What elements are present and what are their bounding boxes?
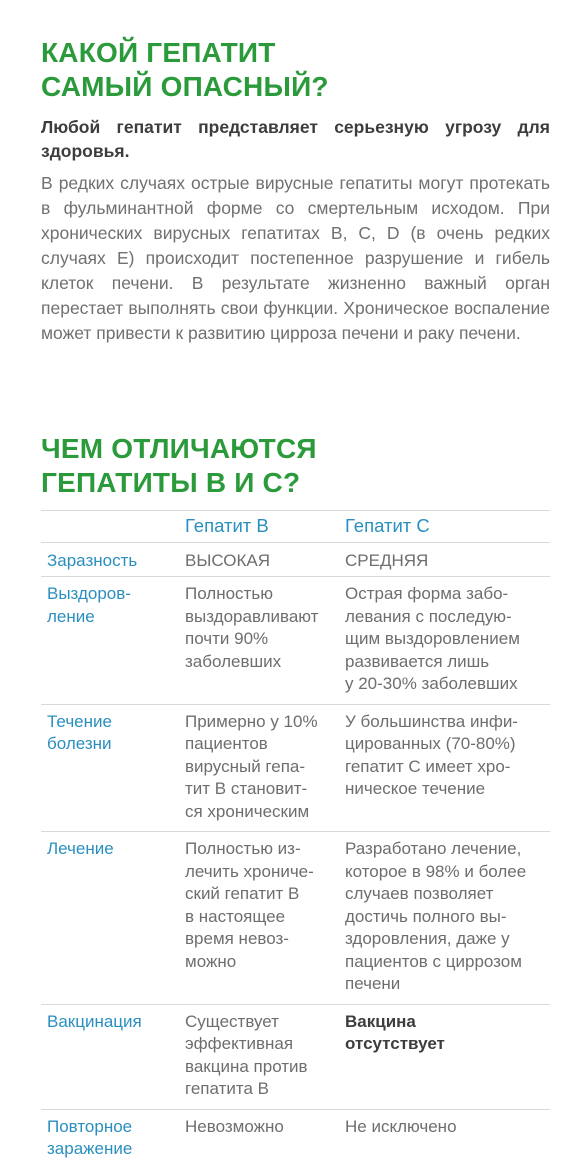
cell-hepatitis-b: ВЫСОКАЯ [179,542,339,577]
row-label: Лечение [41,832,179,1005]
table-row [41,1109,550,1169]
heading-line: САМЫЙ ОПАСНЫЙ? [41,71,329,102]
row-label: Течение болезни [41,704,179,832]
cell-hepatitis-c: У большинства инфи- цированных (70-80%) гепатит С имеет хро- ническое течение [339,704,550,832]
cell-hepatitis-c: Вакцина отсутствует [339,1004,550,1109]
cell-hepatitis-c: СРЕДНЯЯ [339,542,550,577]
table-row [41,577,550,705]
cell-hepatitis-b: Существует эффективная вакцина против гепатита В [179,1004,339,1109]
heading-differences [41,432,541,500]
cell-hepatitis-b: Полностью из- лечить хрониче- ский гепатит В в настоящее время невоз- можно [179,832,339,1005]
heading-most-dangerous [41,36,541,104]
cell-hepatitis-b: Примерно у 10% пациентов вирусный гепа- тит В становит- ся хроническим [179,704,339,832]
heading-line: КАКОЙ ГЕПАТИТ [41,37,276,68]
table-row [41,542,550,577]
table-row [41,1004,550,1109]
table-row [41,832,550,1005]
heading-line: ГЕПАТИТЫ В И С? [41,467,301,498]
cell-hepatitis-b: Невозможно [179,1109,339,1169]
comparison-table [41,510,550,1169]
lead-paragraph: Любой гепатит представляет серьезную угрозу для здоровья. [41,117,550,161]
column-header-hepatitis-b: Гепатит В [179,511,339,543]
cell-hepatitis-b: Полностью выздоравливают почти 90% заболевших [179,577,339,705]
table-header-row [41,511,550,543]
row-label: Заразность [41,542,179,577]
cell-hepatitis-c: Острая форма забо- левания с последую- щим выздоровлением развивается лишь у 20-30% заболевших [339,577,550,705]
column-header-hepatitis-c: Гепатит С [339,511,550,543]
column-header-empty [41,511,179,543]
cell-hepatitis-c: Не исключено [339,1109,550,1169]
row-label: Выздоров- ление [41,577,179,705]
table-row [41,704,550,832]
cell-hepatitis-c: Разработано лечение, которое в 98% и более случаев позволяет достичь полного вы- здоровления, даже у пациентов с циррозом печени [339,832,550,1005]
heading-line: ЧЕМ ОТЛИЧАЮТСЯ [41,433,317,464]
row-label: Вакцинация [41,1004,179,1109]
row-label: Повторное заражение [41,1109,179,1169]
table-body [41,542,550,1169]
body-paragraph: В редких случаях острые вирусные гепатиты могут протекать в фульминантной форме со смертельным исходом. При хронических вирусных гепатитах В, С, D (в очень редких случаях Е) происходит постепенное разрушение и гибель клеток печени. В результате жизненно важный орган перестает выполнять свои функции. Хроническое воспаление может привести к развитию цирроза печени и раку печени. [41,173,550,343]
